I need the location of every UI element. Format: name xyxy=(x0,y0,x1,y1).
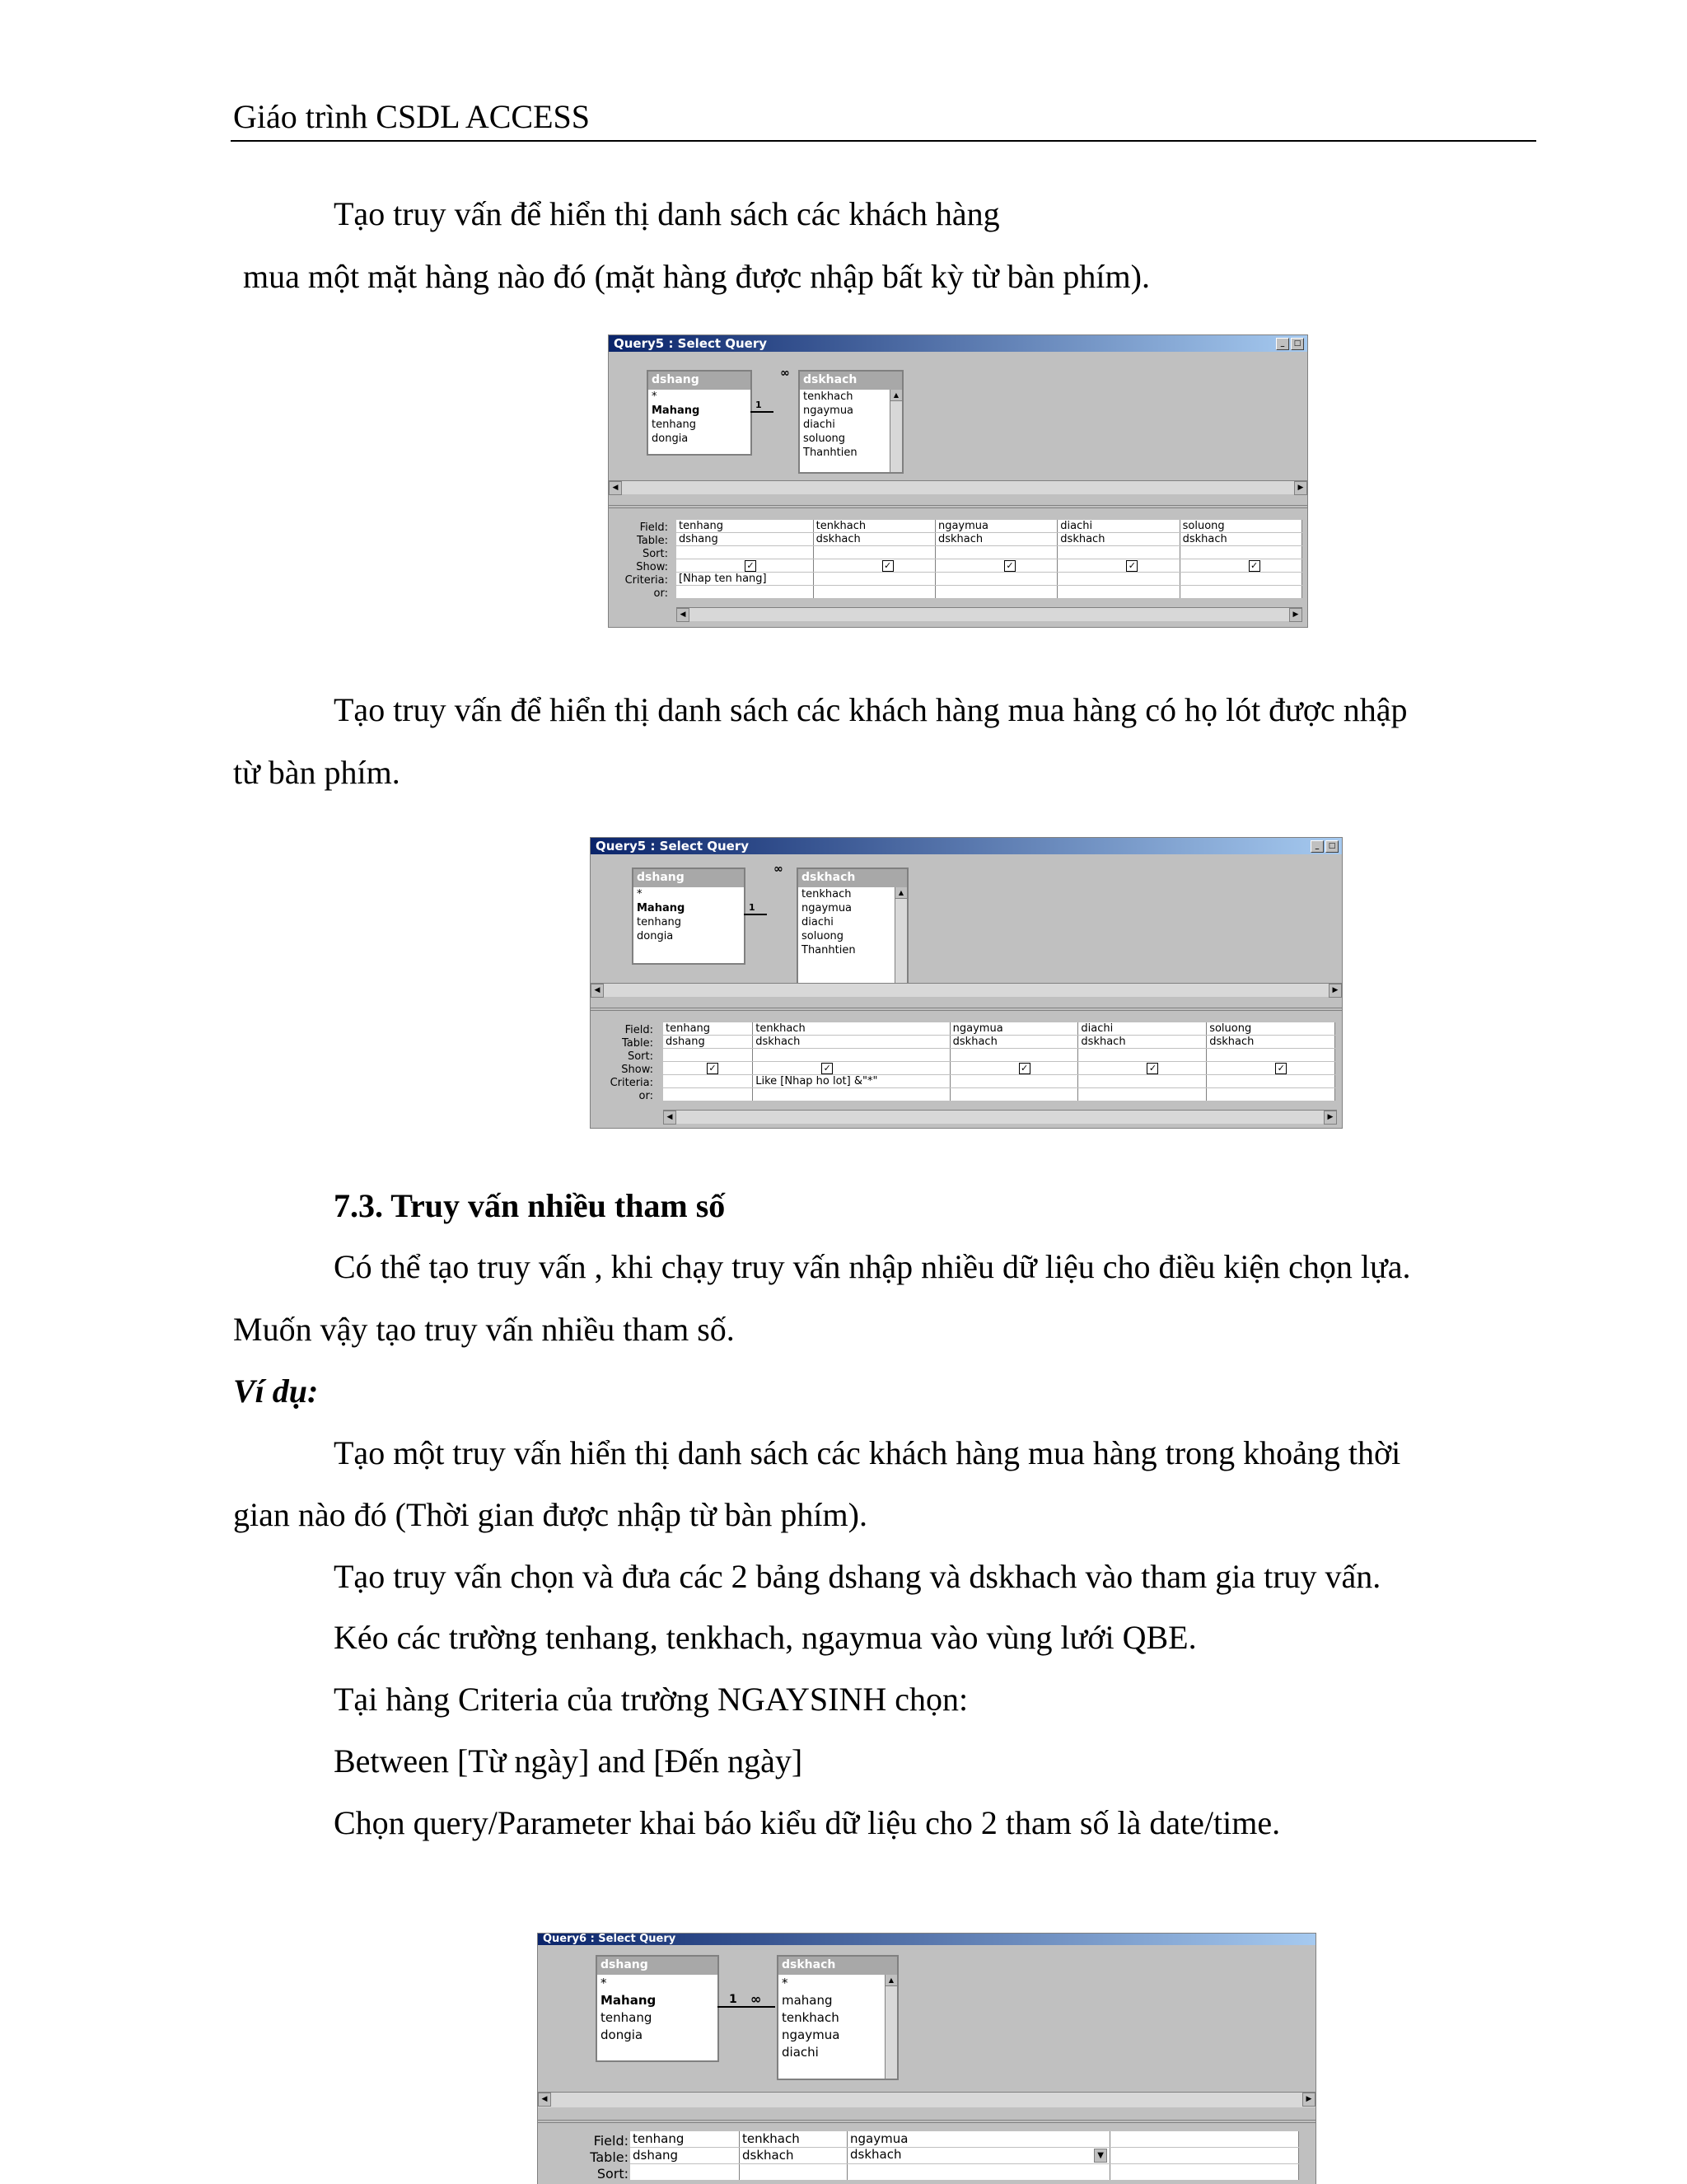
grid-scrollbar[interactable]: ◀ ▶ xyxy=(676,607,1302,621)
table-box-title: dskhach xyxy=(800,372,902,390)
dropdown-arrow-icon[interactable]: ▼ xyxy=(1094,2149,1107,2163)
qbe-grid[interactable]: tenhang tenkhach ngaymua diachi soluong dshang dskhach dskhach dskhach dskhach ✓ ✓ ✓ ✓ ✓ [Nhap ten hang] xyxy=(676,520,1302,599)
qbe-grid-area xyxy=(591,1008,1342,1128)
field-item[interactable]: Mahang xyxy=(637,902,685,914)
qbe-grid[interactable]: tenhang tenkhach ngaymua diachi soluong dshang dskhach dskhach dskhach dskhach ✓ ✓ ✓ ✓ ✓ Like [Nhap ho lot] &"*" xyxy=(663,1022,1335,1101)
field-item[interactable]: Thanhtien xyxy=(801,944,856,956)
join-line xyxy=(750,411,773,413)
page-header-title: Giáo trình CSDL ACCESS xyxy=(233,98,591,135)
field-item[interactable]: dongia xyxy=(637,930,674,942)
window-3-titlebar[interactable] xyxy=(538,1934,1315,1945)
table-box-dskhach[interactable] xyxy=(777,1955,899,2080)
paragraph-1-line-2: mua một mặt hàng nào đó (mặt hàng được nhập bất kỳ từ bàn phím). xyxy=(243,258,1150,295)
show-checkbox[interactable]: ✓ xyxy=(745,560,756,572)
show-checkbox[interactable]: ✓ xyxy=(1275,1063,1287,1074)
table-box-dskhach[interactable] xyxy=(798,370,904,474)
window-2-title: Query5 : Select Query xyxy=(596,839,750,853)
field-item[interactable]: Thanhtien xyxy=(803,447,858,459)
table-scrollbar[interactable]: ▲ xyxy=(895,887,907,983)
join-many-label: ∞ xyxy=(750,1991,762,2007)
field-item[interactable]: soluong xyxy=(803,433,846,445)
field-item[interactable]: ngaymua xyxy=(801,902,853,914)
query-window-2[interactable] xyxy=(590,837,1343,1129)
field-item[interactable]: soluong xyxy=(801,930,844,942)
field-item[interactable]: * xyxy=(637,888,643,900)
table-box-title: dshang xyxy=(597,1957,717,1975)
maximize-icon[interactable]: □ xyxy=(1325,840,1339,853)
field-item[interactable]: ngaymua xyxy=(803,405,854,417)
minimize-icon[interactable]: _ xyxy=(1311,840,1324,853)
join-one-label: 1 xyxy=(755,400,762,410)
upper-pane-scrollbar[interactable]: ◀ ▶ xyxy=(609,480,1307,494)
field-item[interactable]: diachi xyxy=(782,2045,819,2060)
qbe-row-labels: Field: Table: Sort: Show: Criteria: or: xyxy=(610,1024,653,1102)
qbe-grid-area xyxy=(609,505,1307,627)
table-box-dskhach[interactable] xyxy=(797,868,909,984)
field-item[interactable]: tenkhach xyxy=(803,391,853,403)
paragraph-4-line-1: Tạo một truy vấn hiển thị danh sách các khách hàng mua hàng trong khoảng thời xyxy=(334,1434,1401,1471)
field-item[interactable]: tenkhach xyxy=(801,888,852,900)
join-one-label: 1 xyxy=(749,902,755,913)
join-many-label: ∞ xyxy=(773,863,783,876)
window-1-titlebar[interactable] xyxy=(609,335,1307,352)
table-box-dshang[interactable] xyxy=(647,370,752,456)
paragraph-9: Chọn query/Parameter khai báo kiểu dữ liệu cho 2 tham số là date/time. xyxy=(334,1804,1281,1841)
minimize-icon[interactable]: _ xyxy=(1276,338,1289,350)
field-item[interactable]: dongia xyxy=(600,2027,643,2042)
join-one-label: 1 xyxy=(729,1993,737,2006)
field-item[interactable]: dongia xyxy=(652,433,689,445)
qbe-grid-area xyxy=(538,2120,1315,2184)
show-checkbox[interactable]: ✓ xyxy=(1019,1063,1030,1074)
table-box-title: dshang xyxy=(648,372,750,390)
table-scrollbar[interactable]: ▲ xyxy=(890,390,902,472)
show-checkbox[interactable]: ✓ xyxy=(882,560,894,572)
paragraph-3-line-1: Có thể tạo truy vấn , khi chạy truy vấn nhập nhiều dữ liệu cho điều kiện chọn lựa. xyxy=(334,1248,1411,1285)
field-item[interactable]: tenkhach xyxy=(782,2010,839,2025)
header-divider xyxy=(231,140,1536,142)
field-item[interactable]: diachi xyxy=(801,916,834,928)
show-checkbox[interactable]: ✓ xyxy=(821,1063,833,1074)
field-item[interactable]: tenhang xyxy=(600,2010,652,2025)
window-2-titlebar[interactable] xyxy=(591,838,1342,854)
field-item[interactable]: * xyxy=(782,1976,788,1990)
paragraph-2-line-2: từ bàn phím. xyxy=(233,754,400,791)
join-line xyxy=(744,914,767,915)
maximize-icon[interactable]: □ xyxy=(1291,338,1304,350)
paragraph-3-line-2: Muốn vậy tạo truy vấn nhiều tham số. xyxy=(233,1311,735,1348)
show-checkbox[interactable]: ✓ xyxy=(1126,560,1138,572)
field-item[interactable]: ngaymua xyxy=(782,2027,840,2042)
qbe-row-labels: Field: Table: Sort: Show: Criteria: or: xyxy=(624,521,668,600)
show-checkbox[interactable]: ✓ xyxy=(1147,1063,1158,1074)
section-heading: 7.3. Truy vấn nhiều tham số xyxy=(334,1187,726,1224)
join-many-label: ∞ xyxy=(780,367,790,380)
paragraph-7: Tại hàng Criteria của trường NGAYSINH chọn: xyxy=(334,1681,969,1718)
query-window-1[interactable] xyxy=(608,334,1308,628)
paragraph-6: Kéo các trường tenhang, tenkhach, ngaymua vào vùng lưới QBE. xyxy=(334,1619,1197,1656)
join-line xyxy=(717,2006,775,2008)
field-item[interactable]: tenhang xyxy=(637,916,682,928)
table-scrollbar[interactable]: ▲ xyxy=(885,1975,897,2079)
table-box-title: dskhach xyxy=(778,1957,897,1975)
query-window-3[interactable] xyxy=(537,1933,1316,2184)
table-box-dshang[interactable] xyxy=(596,1955,719,2062)
grid-scrollbar[interactable]: ◀ ▶ xyxy=(663,1110,1337,1124)
table-box-title: dskhach xyxy=(798,869,907,887)
field-item[interactable]: mahang xyxy=(782,1993,833,2008)
window-1-title: Query5 : Select Query xyxy=(614,336,768,351)
upper-pane-scrollbar[interactable]: ◀ ▶ xyxy=(538,2092,1315,2107)
window-3-title: Query6 : Select Query xyxy=(543,1933,676,1945)
qbe-row-labels: Field: Table: Sort: xyxy=(590,2133,629,2182)
paragraph-1-line-1: Tạo truy vấn để hiển thị danh sách các khách hàng xyxy=(334,195,1000,232)
paragraph-5: Tạo truy vấn chọn và đưa các 2 bảng dshang và dskhach vào tham gia truy vấn. xyxy=(334,1558,1381,1595)
example-label: Ví dụ: xyxy=(233,1373,319,1410)
qbe-grid[interactable]: tenhang tenkhach ngaymua dshang dskhach dskhach ▼ xyxy=(630,2131,1299,2181)
show-checkbox[interactable]: ✓ xyxy=(1004,560,1016,572)
field-item[interactable]: tenhang xyxy=(652,419,697,431)
table-box-title: dshang xyxy=(633,869,744,887)
field-item[interactable]: diachi xyxy=(803,419,835,431)
show-checkbox[interactable]: ✓ xyxy=(1249,560,1260,572)
table-box-dshang[interactable] xyxy=(632,868,745,965)
upper-pane-scrollbar[interactable]: ◀ ▶ xyxy=(591,983,1342,997)
show-checkbox[interactable]: ✓ xyxy=(707,1063,718,1074)
field-item[interactable]: * xyxy=(600,1976,607,1990)
paragraph-4-line-2: gian nào đó (Thời gian được nhập từ bàn phím). xyxy=(233,1496,867,1533)
paragraph-8: Between [Từ ngày] and [Đến ngày] xyxy=(334,1742,803,1779)
paragraph-2-line-1: Tạo truy vấn để hiển thị danh sách các khách hàng mua hàng có họ lót được nhập xyxy=(334,691,1408,728)
field-item[interactable]: Mahang xyxy=(600,1993,657,2008)
field-item[interactable]: * xyxy=(652,391,657,403)
field-item[interactable]: Mahang xyxy=(652,405,700,417)
